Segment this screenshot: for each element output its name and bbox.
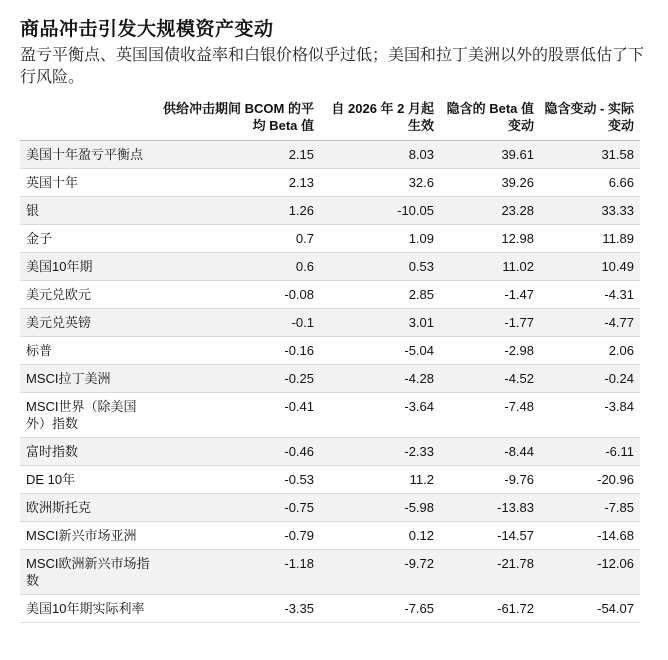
column-header-avg-beta: 供给冲击期间 BCOM 的平均 Beta 值: [160, 100, 320, 141]
cell-since-feb-2026: -3.64: [320, 393, 440, 438]
cell-avg-beta: 0.6: [160, 253, 320, 281]
table-row: [20, 365, 640, 393]
cell-since-feb-2026: -10.05: [320, 197, 440, 225]
cell-implied-minus-actual: -0.24: [540, 365, 640, 393]
cell-avg-beta: 2.13: [160, 169, 320, 197]
cell-avg-beta: 2.15: [160, 141, 320, 169]
cell-implied-beta-change: 12.98: [440, 225, 540, 253]
cell-implied-beta-change: -13.83: [440, 494, 540, 522]
cell-implied-beta-change: -14.57: [440, 522, 540, 550]
table-row: [20, 253, 640, 281]
cell-avg-beta: -0.16: [160, 337, 320, 365]
cell-since-feb-2026: 0.12: [320, 522, 440, 550]
cell-avg-beta: -3.35: [160, 595, 320, 623]
cell-implied-minus-actual: 10.49: [540, 253, 640, 281]
row-label: MSCI欧洲新兴市场指数: [20, 550, 160, 595]
cell-implied-minus-actual: 33.33: [540, 197, 640, 225]
cell-avg-beta: -0.25: [160, 365, 320, 393]
table-body: [20, 141, 640, 623]
cell-implied-beta-change: -61.72: [440, 595, 540, 623]
cell-implied-minus-actual: 31.58: [540, 141, 640, 169]
cell-implied-minus-actual: -14.68: [540, 522, 640, 550]
row-label: 金子: [20, 225, 160, 253]
row-label: 欧洲斯托克: [20, 494, 160, 522]
cell-implied-minus-actual: -12.06: [540, 550, 640, 595]
column-header-asset: [20, 100, 160, 141]
table-header-row: [20, 100, 640, 141]
table-row: [20, 197, 640, 225]
row-label: MSCI世界（除美国外）指数: [20, 393, 160, 438]
cell-since-feb-2026: 3.01: [320, 309, 440, 337]
row-label: DE 10年: [20, 466, 160, 494]
table-row: [20, 225, 640, 253]
cell-implied-beta-change: 39.26: [440, 169, 540, 197]
cell-implied-minus-actual: -3.84: [540, 393, 640, 438]
cell-implied-beta-change: 23.28: [440, 197, 540, 225]
cell-since-feb-2026: -9.72: [320, 550, 440, 595]
cell-implied-beta-change: -1.47: [440, 281, 540, 309]
cell-implied-minus-actual: -4.77: [540, 309, 640, 337]
cell-implied-minus-actual: -6.11: [540, 438, 640, 466]
cell-implied-minus-actual: -54.07: [540, 595, 640, 623]
table-row: [20, 141, 640, 169]
cell-implied-beta-change: -7.48: [440, 393, 540, 438]
table-row: [20, 550, 640, 595]
cell-avg-beta: -1.18: [160, 550, 320, 595]
cell-implied-minus-actual: 6.66: [540, 169, 640, 197]
cell-implied-beta-change: 11.02: [440, 253, 540, 281]
cell-since-feb-2026: -2.33: [320, 438, 440, 466]
cell-implied-beta-change: -9.76: [440, 466, 540, 494]
table-row: [20, 309, 640, 337]
column-header-implied-minus-actual: 隐含变动 - 实际变动: [540, 100, 640, 141]
row-label: 标普: [20, 337, 160, 365]
cell-implied-minus-actual: -7.85: [540, 494, 640, 522]
table-row: [20, 595, 640, 623]
cell-implied-beta-change: -4.52: [440, 365, 540, 393]
row-label: 美国10年期: [20, 253, 160, 281]
cell-implied-beta-change: 39.61: [440, 141, 540, 169]
row-label: 美元兑英镑: [20, 309, 160, 337]
cell-implied-minus-actual: -4.31: [540, 281, 640, 309]
column-header-implied-beta-change: 隐含的 Beta 值变动: [440, 100, 540, 141]
cell-implied-beta-change: -1.77: [440, 309, 540, 337]
page-subtitle: 盈亏平衡点、英国国债收益率和白银价格似乎过低；美国和拉丁美洲以外的股票低估了下行风险。: [20, 45, 645, 86]
cell-implied-beta-change: -21.78: [440, 550, 540, 595]
row-label: MSCI新兴市场亚洲: [20, 522, 160, 550]
row-label: 英国十年: [20, 169, 160, 197]
cell-avg-beta: -0.41: [160, 393, 320, 438]
table-row: [20, 522, 640, 550]
cell-since-feb-2026: 1.09: [320, 225, 440, 253]
cell-avg-beta: -0.46: [160, 438, 320, 466]
cell-avg-beta: -0.1: [160, 309, 320, 337]
cell-avg-beta: -0.79: [160, 522, 320, 550]
row-label: 富时指数: [20, 438, 160, 466]
cell-since-feb-2026: 32.6: [320, 169, 440, 197]
table-row: [20, 393, 640, 438]
cell-avg-beta: 0.7: [160, 225, 320, 253]
cell-since-feb-2026: -4.28: [320, 365, 440, 393]
page-title: 商品冲击引发大规模资产变动: [20, 18, 274, 40]
cell-since-feb-2026: -5.98: [320, 494, 440, 522]
cell-since-feb-2026: 2.85: [320, 281, 440, 309]
cell-since-feb-2026: 8.03: [320, 141, 440, 169]
asset-beta-table: [20, 100, 640, 623]
cell-since-feb-2026: 0.53: [320, 253, 440, 281]
cell-since-feb-2026: -7.65: [320, 595, 440, 623]
row-label: 美元兑欧元: [20, 281, 160, 309]
cell-since-feb-2026: 11.2: [320, 466, 440, 494]
row-label: MSCI拉丁美洲: [20, 365, 160, 393]
table-row: [20, 337, 640, 365]
table-row: [20, 494, 640, 522]
table-row: [20, 169, 640, 197]
cell-implied-minus-actual: 2.06: [540, 337, 640, 365]
table-row: [20, 466, 640, 494]
cell-implied-minus-actual: 11.89: [540, 225, 640, 253]
cell-implied-minus-actual: -20.96: [540, 466, 640, 494]
column-header-since-feb-2026: 自 2026 年 2 月起生效: [320, 100, 440, 141]
cell-avg-beta: -0.75: [160, 494, 320, 522]
row-label: 美国十年盈亏平衡点: [20, 141, 160, 169]
cell-implied-beta-change: -8.44: [440, 438, 540, 466]
row-label: 银: [20, 197, 160, 225]
table-row: [20, 281, 640, 309]
cell-avg-beta: -0.53: [160, 466, 320, 494]
cell-avg-beta: -0.08: [160, 281, 320, 309]
cell-since-feb-2026: -5.04: [320, 337, 440, 365]
cell-avg-beta: 1.26: [160, 197, 320, 225]
row-label: 美国10年期实际利率: [20, 595, 160, 623]
cell-implied-beta-change: -2.98: [440, 337, 540, 365]
table-row: [20, 438, 640, 466]
